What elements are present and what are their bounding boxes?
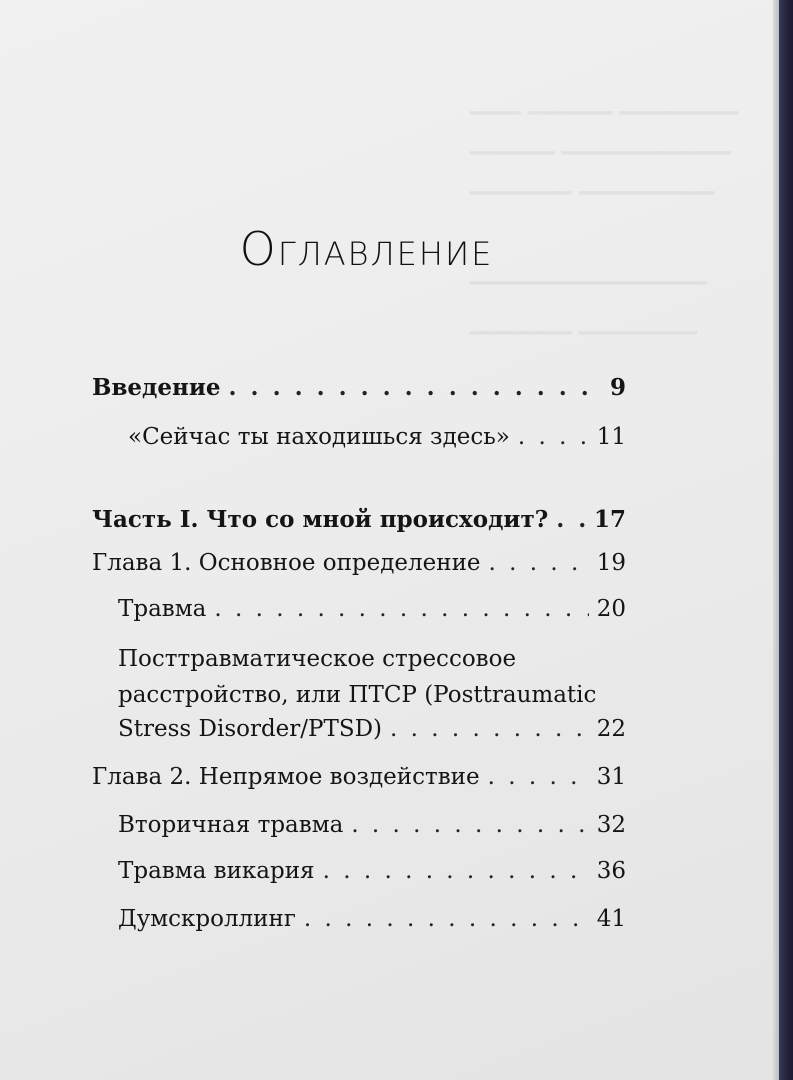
toc-entry-page: 19 bbox=[596, 550, 626, 576]
toc-entry-ptsd-line1: Посттравматическое стрессовое bbox=[118, 646, 517, 672]
toc-entry-doomscrolling bbox=[118, 906, 626, 932]
toc-entry-intro bbox=[92, 374, 626, 401]
dot-leader bbox=[323, 858, 589, 884]
dot-leader bbox=[556, 506, 586, 533]
bleed-through-text: ▁▁▁▁▁▁▁ ▁▁▁▁▁▁ bbox=[470, 310, 697, 335]
bleed-through-text: ▁▁▁▁▁▁▁▁ ▁▁▁▁▁▁ bbox=[470, 170, 714, 195]
dot-leader bbox=[488, 764, 589, 790]
toc-entry-page: 31 bbox=[596, 764, 626, 790]
toc-entry-label: Часть I. Что со мной происходит? bbox=[92, 506, 549, 533]
page-title: Оглавление bbox=[239, 222, 494, 276]
toc-entry-label: Травма викария bbox=[118, 858, 315, 884]
toc-entry-label: Введение bbox=[92, 374, 221, 401]
toc-entry-label: Думскроллинг bbox=[118, 906, 296, 932]
toc-entry-label: «Сейчас ты находишься здесь» bbox=[128, 424, 510, 450]
toc-entry-label: Травма bbox=[118, 596, 207, 622]
toc-entry-label: Вторичная травма bbox=[118, 812, 344, 838]
bleed-through-text: ▁▁▁▁▁▁▁▁▁▁▁▁▁▁ bbox=[470, 260, 707, 285]
toc-entry-page: 36 bbox=[596, 858, 626, 884]
dot-leader bbox=[518, 424, 589, 450]
toc-entry-chapter1 bbox=[92, 550, 626, 576]
toc-entry-trauma bbox=[118, 596, 626, 622]
dot-leader bbox=[390, 716, 589, 742]
toc-entry-label: Stress Disorder/PTSD) bbox=[118, 716, 383, 742]
dot-leader bbox=[351, 812, 588, 838]
toc-entry-secondary-trauma bbox=[118, 812, 626, 838]
toc-entry-ptsd bbox=[118, 716, 626, 742]
toc-entry-page: 32 bbox=[596, 812, 626, 838]
toc-entry-part1 bbox=[92, 506, 626, 533]
book-cover-edge bbox=[779, 0, 793, 1080]
toc-entry-page: 17 bbox=[593, 506, 626, 533]
bleed-through-text: ▁▁▁▁▁▁▁ ▁▁▁▁▁ ▁▁▁ bbox=[470, 90, 738, 115]
toc-entry-page: 11 bbox=[596, 424, 626, 450]
dot-leader bbox=[214, 596, 588, 622]
toc-entry-chapter2 bbox=[92, 764, 626, 790]
toc-entry-page: 20 bbox=[596, 596, 626, 622]
toc-entry-intro-sub bbox=[128, 424, 626, 450]
toc-entry-page: 41 bbox=[596, 906, 626, 932]
toc-entry-vicarious-trauma bbox=[118, 858, 626, 884]
toc-entry-label: Глава 2. Непрямое воздействие bbox=[92, 764, 480, 790]
dot-leader bbox=[304, 906, 589, 932]
bleed-through-text: ▁▁▁▁▁▁▁▁▁▁ ▁▁▁▁▁ bbox=[470, 130, 731, 155]
dot-leader bbox=[489, 550, 589, 576]
toc-entry-label: Глава 1. Основное определение bbox=[92, 550, 481, 576]
toc-entry-ptsd-line2: расстройство, или ПТСР (Posttraumatic bbox=[118, 682, 597, 708]
dot-leader bbox=[229, 374, 602, 401]
toc-entry-page: 9 bbox=[609, 374, 626, 401]
toc-entry-page: 22 bbox=[596, 716, 626, 742]
